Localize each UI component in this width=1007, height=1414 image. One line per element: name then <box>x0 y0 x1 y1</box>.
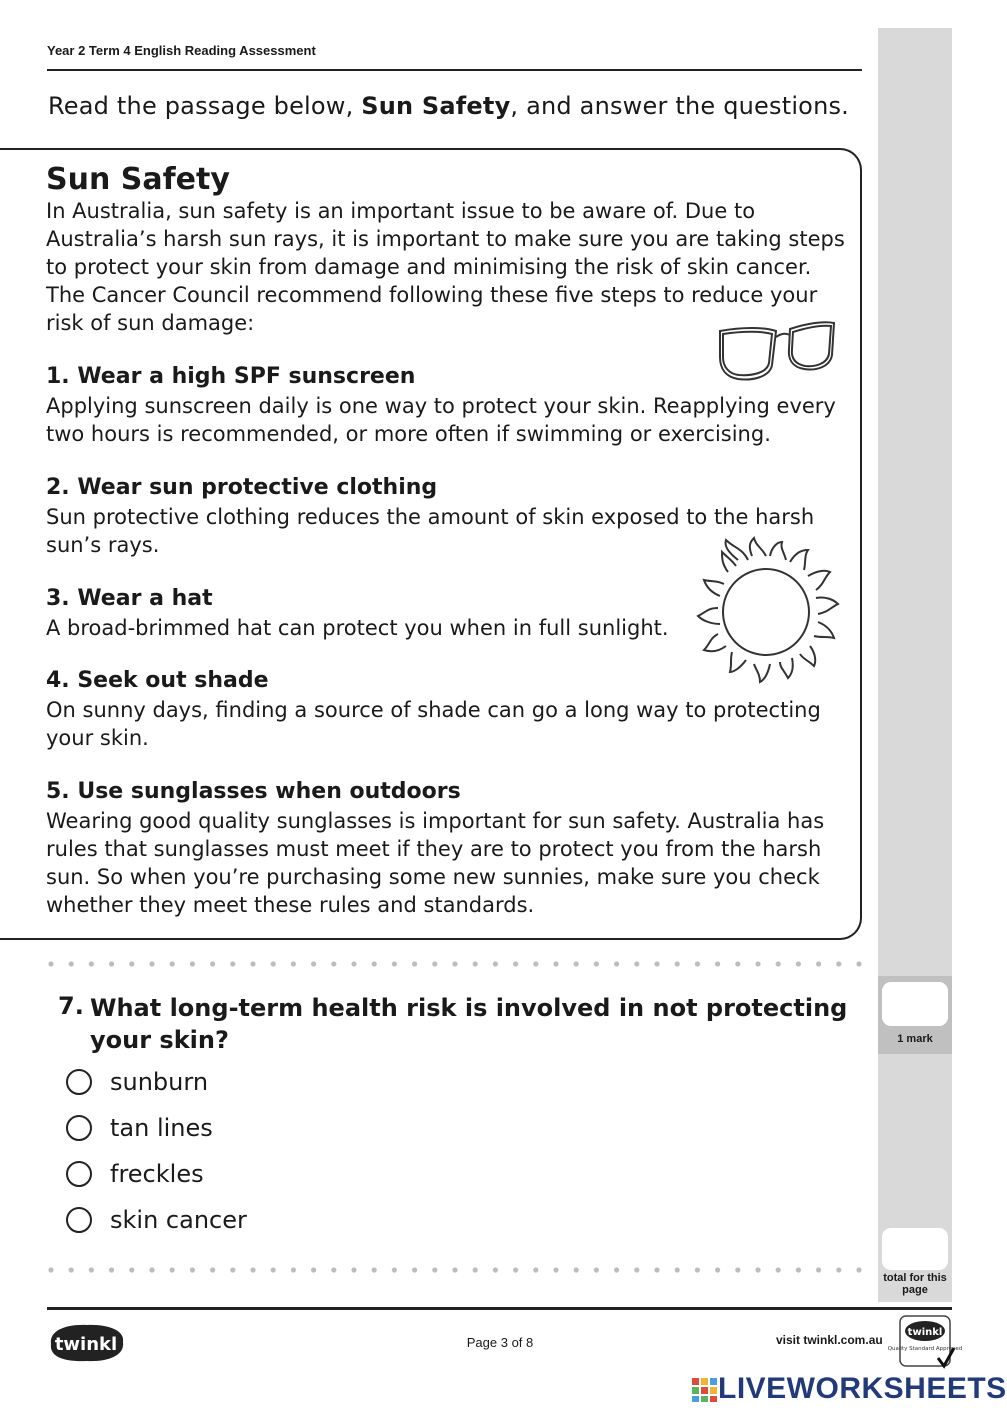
step-3-heading: 3. Wear a hat <box>46 586 213 611</box>
liveworksheets-icon <box>692 1378 718 1402</box>
step-1-heading: 1. Wear a high SPF sunscreen <box>46 364 416 389</box>
option-tan-lines[interactable] <box>66 1112 213 1144</box>
radio-button[interactable] <box>66 1207 92 1233</box>
instruction-bold: Sun Safety <box>361 92 511 120</box>
instruction-text <box>48 92 849 120</box>
radio-button[interactable] <box>66 1115 92 1141</box>
step-2-text: Sun protective clothing reduces the amount of skin exposed to the harsh sun’s rays. <box>46 505 815 557</box>
mark-box[interactable] <box>882 982 948 1026</box>
passage-title: Sun Safety <box>46 162 230 197</box>
option-label: freckles <box>110 1160 204 1188</box>
sunglasses-icon <box>712 315 840 385</box>
option-label: skin cancer <box>110 1206 247 1234</box>
liveworksheets-brand: LIVEWORKSHEETS <box>718 1372 1007 1405</box>
step-3-text: A broad-brimmed hat can protect you when in full sunlight. <box>46 616 669 640</box>
sun-icon <box>690 538 842 686</box>
step-4-text: On sunny days, finding a source of shade can go a long way to protecting your skin. <box>46 698 821 750</box>
marks-gutter <box>878 28 952 1302</box>
option-label: tan lines <box>110 1114 213 1142</box>
step-5-heading: 5. Use sunglasses when outdoors <box>46 779 461 804</box>
footer-divider <box>47 1307 952 1310</box>
option-freckles[interactable] <box>66 1158 204 1190</box>
total-label: total for this page <box>883 1272 947 1296</box>
step-4-heading: 4. Seek out shade <box>46 668 269 693</box>
svg-text:Quality Standard Approved: Quality Standard Approved <box>887 1346 963 1352</box>
question-number: 7. <box>58 992 84 1020</box>
dotted-separator-bottom <box>48 1266 864 1274</box>
total-box[interactable] <box>882 1228 948 1270</box>
svg-text:twinkl: twinkl <box>54 1334 118 1355</box>
step-1-text: Applying sunscreen daily is one way to protect your skin. Reapplying every two hours is recommended, or more often if swimming or exercising. <box>46 394 836 446</box>
step-2-heading: 2. Wear sun protective clothing <box>46 475 438 500</box>
step-5-text: Wearing good quality sunglasses is important for sun safety. Australia has rules that sunglasses must meet if they are to protect you from the harsh sun. So when you’re purchasing some new sunnies, make sure you check whether they meet these rules and standards. <box>46 809 825 917</box>
assessment-title: Year 2 Term 4 English Reading Assessment <box>47 43 316 58</box>
option-sunburn[interactable] <box>66 1066 208 1098</box>
option-label: sunburn <box>110 1068 209 1096</box>
instruction-before: Read the passage below, <box>48 92 362 120</box>
option-skin-cancer[interactable] <box>66 1204 247 1236</box>
page-number: Page 3 of 8 <box>466 1335 534 1350</box>
radio-button[interactable] <box>66 1069 92 1095</box>
radio-button[interactable] <box>66 1161 92 1187</box>
passage-intro: In Australia, sun safety is an important issue to be aware of. Due to Australia’s harsh sun rays, it is important to make sure you are taking steps to protect your skin from damage and minimising the risk of skin cancer. The Cancer Council recommend following these five steps to reduce your risk of sun damage: <box>46 199 845 335</box>
svg-text:twinkl: twinkl <box>907 1327 943 1338</box>
quality-badge-icon <box>887 1314 963 1370</box>
mark-label: 1 mark <box>897 1033 933 1045</box>
instruction-after: , and answer the questions. <box>510 92 850 120</box>
visit-link[interactable]: visit twinkl.com.au <box>776 1333 883 1347</box>
dotted-separator-top <box>48 960 864 968</box>
question-text: What long-term health risk is involved in not protecting your skin? <box>90 994 848 1054</box>
header-divider <box>47 69 862 71</box>
